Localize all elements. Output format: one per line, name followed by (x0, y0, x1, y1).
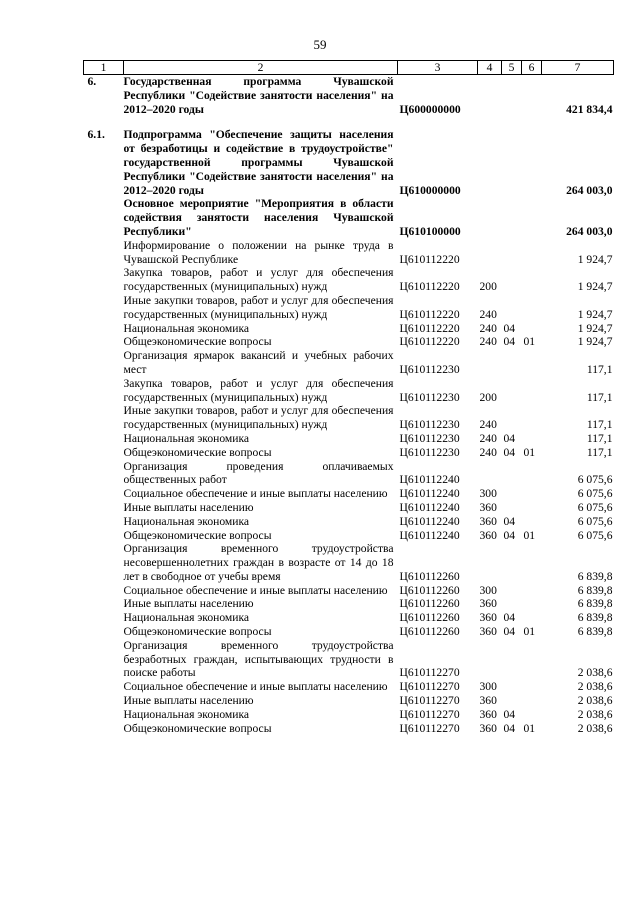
row-name-cell: Организация временного трудоустройства безработных граждан, испытывающих трудности в поиске работы (123, 638, 394, 680)
row-name-cell: Национальная экономика (123, 707, 250, 721)
target-article-cell: Ц610112270 (399, 666, 460, 680)
expense-type-cell: 240 (479, 431, 497, 445)
row-number-cell (84, 722, 124, 736)
expense-type-cell: 360 (479, 707, 497, 721)
section-cell (502, 584, 522, 598)
sum-cell: 264 003,0 (566, 183, 613, 197)
table-row (84, 349, 614, 377)
row-name-cell: Организация временного трудоустройства несовершеннолетних граждан в возрасте от 14 до 18 лет в свободное от учебы время (123, 542, 394, 583)
sum-cell: 1 924,7 (577, 335, 613, 349)
target-article-cell: Ц610112240 (399, 500, 460, 514)
table-row (84, 722, 614, 736)
row-number-cell (84, 639, 124, 680)
target-article-cell: Ц610112260 (399, 583, 460, 597)
target-article-cell: Ц610112230 (399, 418, 460, 432)
sum-cell: 6 839,8 (577, 611, 613, 625)
row-name-cell: Организация ярмарок вакансий и учебных рабочих мест (123, 349, 394, 376)
row-number-cell (84, 239, 124, 267)
subsection-cell (522, 597, 542, 611)
sum-cell: 2 038,6 (577, 666, 613, 680)
row-name-cell: Иные выплаты населению (123, 597, 254, 611)
section-cell: 04 (503, 721, 516, 735)
table-row (84, 501, 614, 515)
target-article-cell: Ц610112240 (399, 528, 460, 542)
table-row (84, 625, 614, 639)
subsection-cell (522, 680, 542, 694)
target-article-cell: Ц610112240 (399, 514, 460, 528)
row-number-cell (84, 542, 124, 583)
expense-type-cell: 240 (479, 445, 497, 459)
row-name-cell: Организация проведения оплачиваемых общественных работ (123, 459, 394, 487)
target-article-cell: Ц610112260 (399, 611, 460, 625)
table-row (84, 322, 614, 336)
subsection-cell (522, 75, 542, 117)
page-number: 59 (313, 37, 327, 52)
target-article-cell: Ц610112270 (399, 721, 460, 735)
row-name-cell: Национальная экономика (123, 431, 250, 445)
subsection-cell: 01 (523, 721, 536, 735)
section-cell (502, 377, 522, 405)
section-cell (502, 128, 522, 197)
expense-type-cell (478, 239, 502, 267)
expense-type-cell (478, 639, 502, 680)
table-row (84, 611, 614, 625)
table-row (84, 239, 614, 267)
sum-cell: 6 075,6 (577, 487, 613, 501)
sum-cell: 264 003,0 (566, 224, 613, 238)
column-number-row (84, 61, 614, 75)
expense-type-cell: 200 (479, 390, 497, 404)
row-name-cell: Общеэкономические вопросы (123, 528, 272, 542)
section-cell (502, 239, 522, 267)
table-row (84, 432, 614, 446)
row-spacer-cell (84, 116, 614, 128)
sum-cell: 6 075,6 (577, 500, 613, 514)
subsection-cell (522, 487, 542, 501)
sum-cell: 6 839,8 (577, 625, 613, 639)
row-number-cell (84, 694, 124, 708)
row-spacer (84, 116, 614, 128)
row-name-cell: Подпрограмма "Обеспечение защиты населения от безработицы и содействие в трудоустройстве" государственной программы Чувашской Республики "Содействие занятости населения" на 2012–2020 годы (123, 128, 394, 197)
table-row (84, 584, 614, 598)
target-article-cell: Ц610112260 (399, 597, 460, 611)
expense-type-cell: 300 (479, 583, 497, 597)
row-name-cell: Общеэкономические вопросы (123, 625, 272, 639)
expense-type-cell: 360 (479, 625, 497, 639)
target-article-cell: Ц610112270 (399, 694, 460, 708)
row-number-cell (84, 625, 124, 639)
expense-type-cell: 300 (479, 487, 497, 501)
row-name-cell: Иные закупки товаров, работ и услуг для обеспечения государственных (муниципальных) нужд (123, 404, 394, 432)
section-cell (502, 460, 522, 488)
target-article-cell: Ц610112220 (399, 321, 460, 335)
row-number-cell: 6. (87, 75, 97, 88)
table-header (84, 61, 614, 75)
subsection-cell (522, 404, 542, 432)
table-row (84, 294, 614, 322)
section-cell (502, 197, 522, 238)
table-row (84, 197, 614, 238)
subsection-cell (522, 128, 542, 197)
subsection-cell (522, 239, 542, 267)
row-number-cell (84, 377, 124, 405)
column-header-name: 2 (124, 61, 398, 75)
sum-cell: 6 075,6 (577, 528, 613, 542)
table-row (84, 597, 614, 611)
table-row (84, 680, 614, 694)
table-row (84, 75, 614, 117)
target-article-cell: Ц610112240 (399, 473, 460, 487)
expense-type-cell: 300 (479, 680, 497, 694)
row-number-cell (84, 404, 124, 432)
table-row (84, 266, 614, 294)
target-article-cell: Ц610000000 (399, 183, 461, 197)
sum-cell: 6 839,8 (577, 569, 613, 583)
sum-cell: 1 924,7 (577, 321, 613, 335)
sum-cell: 117,1 (586, 445, 613, 459)
sum-cell: 117,1 (586, 390, 613, 404)
subsection-cell: 01 (523, 445, 536, 459)
section-cell (502, 404, 522, 432)
table-row (84, 529, 614, 543)
sum-cell: 2 038,6 (577, 721, 613, 735)
subsection-cell (522, 349, 542, 377)
table-row (84, 542, 614, 583)
table-row (84, 335, 614, 349)
expense-type-cell (478, 128, 502, 197)
sum-cell: 117,1 (586, 418, 613, 432)
row-number-cell (84, 487, 124, 501)
table-row (84, 515, 614, 529)
target-article-cell: Ц610112230 (399, 390, 460, 404)
section-cell (502, 597, 522, 611)
row-number-cell (84, 708, 124, 722)
row-number-cell (84, 349, 124, 377)
column-header-target-article: 3 (398, 61, 478, 75)
row-number-cell (84, 446, 124, 460)
expense-type-cell: 360 (479, 528, 497, 542)
row-name-cell: Общеэкономические вопросы (123, 445, 272, 459)
table-row (84, 460, 614, 488)
section-cell (502, 349, 522, 377)
table-row (84, 708, 614, 722)
subsection-cell (522, 542, 542, 583)
row-name-cell: Информирование о положении на рынке труда в Чувашской Республике (123, 238, 394, 266)
expense-type-cell: 360 (479, 597, 497, 611)
budget-table (83, 60, 614, 735)
expense-type-cell: 240 (479, 335, 497, 349)
target-article-cell: Ц610112270 (399, 707, 460, 721)
section-cell (502, 294, 522, 322)
table-row (84, 128, 614, 197)
expense-type-cell (478, 542, 502, 583)
section-cell (502, 680, 522, 694)
row-number-cell (84, 294, 124, 322)
section-cell (502, 694, 522, 708)
subsection-cell (522, 294, 542, 322)
row-name-cell: Общеэкономические вопросы (123, 721, 272, 735)
row-name-cell: Национальная экономика (123, 514, 250, 528)
row-name-cell: Иные выплаты населению (123, 500, 254, 514)
expense-type-cell: 200 (479, 280, 497, 294)
subsection-cell (522, 611, 542, 625)
row-number-cell (84, 611, 124, 625)
sum-cell: 1 924,7 (577, 252, 613, 266)
expense-type-cell (478, 349, 502, 377)
sum-cell: 117,1 (586, 362, 613, 376)
expense-type-cell: 360 (479, 721, 497, 735)
table-row (84, 446, 614, 460)
target-article-cell: Ц610112230 (399, 445, 460, 459)
row-name-cell: Закупка товаров, работ и услуг для обеспечения государственных (муниципальных) нужд (123, 266, 394, 294)
sum-cell: 1 924,7 (577, 280, 613, 294)
section-cell: 04 (503, 321, 516, 335)
row-name-cell: Закупка товаров, работ и услуг для обеспечения государственных (муниципальных) нужд (123, 376, 394, 404)
subsection-cell (522, 432, 542, 446)
row-name-cell: Социальное обеспечение и иные выплаты населению (123, 487, 388, 501)
subsection-cell (522, 322, 542, 336)
sum-cell: 6 839,8 (577, 597, 613, 611)
table-row (84, 404, 614, 432)
sum-cell: 6 839,8 (577, 583, 613, 597)
section-cell: 04 (503, 445, 516, 459)
expense-type-cell: 360 (479, 500, 497, 514)
row-number-cell (84, 432, 124, 446)
expense-type-cell (478, 460, 502, 488)
section-cell (502, 501, 522, 515)
expense-type-cell (478, 197, 502, 238)
column-header-subsection: 6 (522, 61, 542, 75)
target-article-cell: Ц610112260 (399, 569, 460, 583)
target-article-cell: Ц610112220 (399, 252, 460, 266)
row-name-cell: Государственная программа Чувашской Республики "Содействие занятости населения" на 2012–2020 годы (123, 75, 394, 116)
sum-cell: 2 038,6 (577, 680, 613, 694)
table-body (84, 75, 614, 736)
row-number-cell (84, 584, 124, 598)
subsection-cell (522, 515, 542, 529)
subsection-cell (522, 639, 542, 680)
target-article-cell: Ц610112230 (399, 362, 460, 376)
subsection-cell (522, 501, 542, 515)
expense-type-cell: 360 (479, 514, 497, 528)
subsection-cell (522, 197, 542, 238)
table-row (84, 694, 614, 708)
row-number-cell (84, 335, 124, 349)
target-article-cell: Ц610112220 (399, 280, 460, 294)
target-article-cell: Ц610112260 (399, 625, 460, 639)
table-row (84, 377, 614, 405)
expense-type-cell: 240 (479, 307, 497, 321)
sum-cell: 2 038,6 (577, 707, 613, 721)
row-name-cell: Иные закупки товаров, работ и услуг для обеспечения государственных (муниципальных) нужд (123, 293, 394, 321)
row-number-cell (84, 680, 124, 694)
column-header-sum: 7 (542, 61, 614, 75)
subsection-cell (522, 266, 542, 294)
section-cell: 04 (503, 611, 516, 625)
row-number-cell (84, 597, 124, 611)
column-header-number: 1 (84, 61, 124, 75)
section-cell: 04 (503, 335, 516, 349)
sum-cell: 6 075,6 (577, 473, 613, 487)
row-name-cell: Основное мероприятие "Мероприятия в области содействия занятости населения Чувашской Республики" (123, 197, 394, 238)
section-cell (502, 266, 522, 294)
row-name-cell: Социальное обеспечение и иные выплаты населению (123, 583, 388, 597)
expense-type-cell: 240 (479, 418, 497, 432)
expense-type-cell: 240 (479, 321, 497, 335)
target-article-cell: Ц610112270 (399, 680, 460, 694)
row-number-cell: 6.1. (87, 128, 105, 142)
subsection-cell (522, 377, 542, 405)
expense-type-cell (478, 75, 502, 117)
row-name-cell: Социальное обеспечение и иные выплаты населению (123, 680, 388, 694)
target-article-cell: Ц600000000 (399, 102, 461, 116)
table-row (84, 487, 614, 501)
subsection-cell: 01 (523, 335, 536, 349)
target-article-cell: Ц610112220 (399, 307, 460, 321)
subsection-cell (522, 708, 542, 722)
row-number-cell (84, 529, 124, 543)
target-article-cell: Ц610112220 (399, 335, 460, 349)
subsection-cell (522, 460, 542, 488)
row-name-cell: Национальная экономика (123, 611, 250, 625)
table-row (84, 639, 614, 680)
target-article-cell: Ц610112240 (399, 487, 460, 501)
row-name-cell: Общеэкономические вопросы (123, 335, 272, 349)
sum-cell: 117,1 (586, 431, 613, 445)
target-article-cell: Ц610112230 (399, 431, 460, 445)
subsection-cell: 01 (523, 625, 536, 639)
row-number-cell (84, 501, 124, 515)
section-cell (502, 542, 522, 583)
section-cell: 04 (503, 528, 516, 542)
row-number-cell (84, 266, 124, 294)
sum-cell: 6 075,6 (577, 514, 613, 528)
row-name-cell: Иные выплаты населению (123, 694, 254, 708)
target-article-cell: Ц610100000 (399, 224, 461, 238)
sum-cell: 1 924,7 (577, 307, 613, 321)
section-cell: 04 (503, 514, 516, 528)
column-header-expense-type: 4 (478, 61, 502, 75)
section-cell (502, 487, 522, 501)
section-cell (502, 75, 522, 117)
row-number-cell (84, 197, 124, 238)
expense-type-cell: 360 (479, 611, 497, 625)
sum-cell: 421 834,4 (566, 102, 613, 116)
expense-type-cell: 360 (479, 694, 497, 708)
row-number-cell (84, 322, 124, 336)
subsection-cell: 01 (523, 528, 536, 542)
sum-cell: 2 038,6 (577, 694, 613, 708)
column-header-section: 5 (502, 61, 522, 75)
section-cell: 04 (503, 625, 516, 639)
subsection-cell (522, 694, 542, 708)
row-name-cell: Национальная экономика (123, 321, 250, 335)
row-number-cell (84, 460, 124, 488)
subsection-cell (522, 584, 542, 598)
row-number-cell (84, 515, 124, 529)
section-cell (502, 639, 522, 680)
section-cell: 04 (503, 707, 516, 721)
section-cell: 04 (503, 431, 516, 445)
